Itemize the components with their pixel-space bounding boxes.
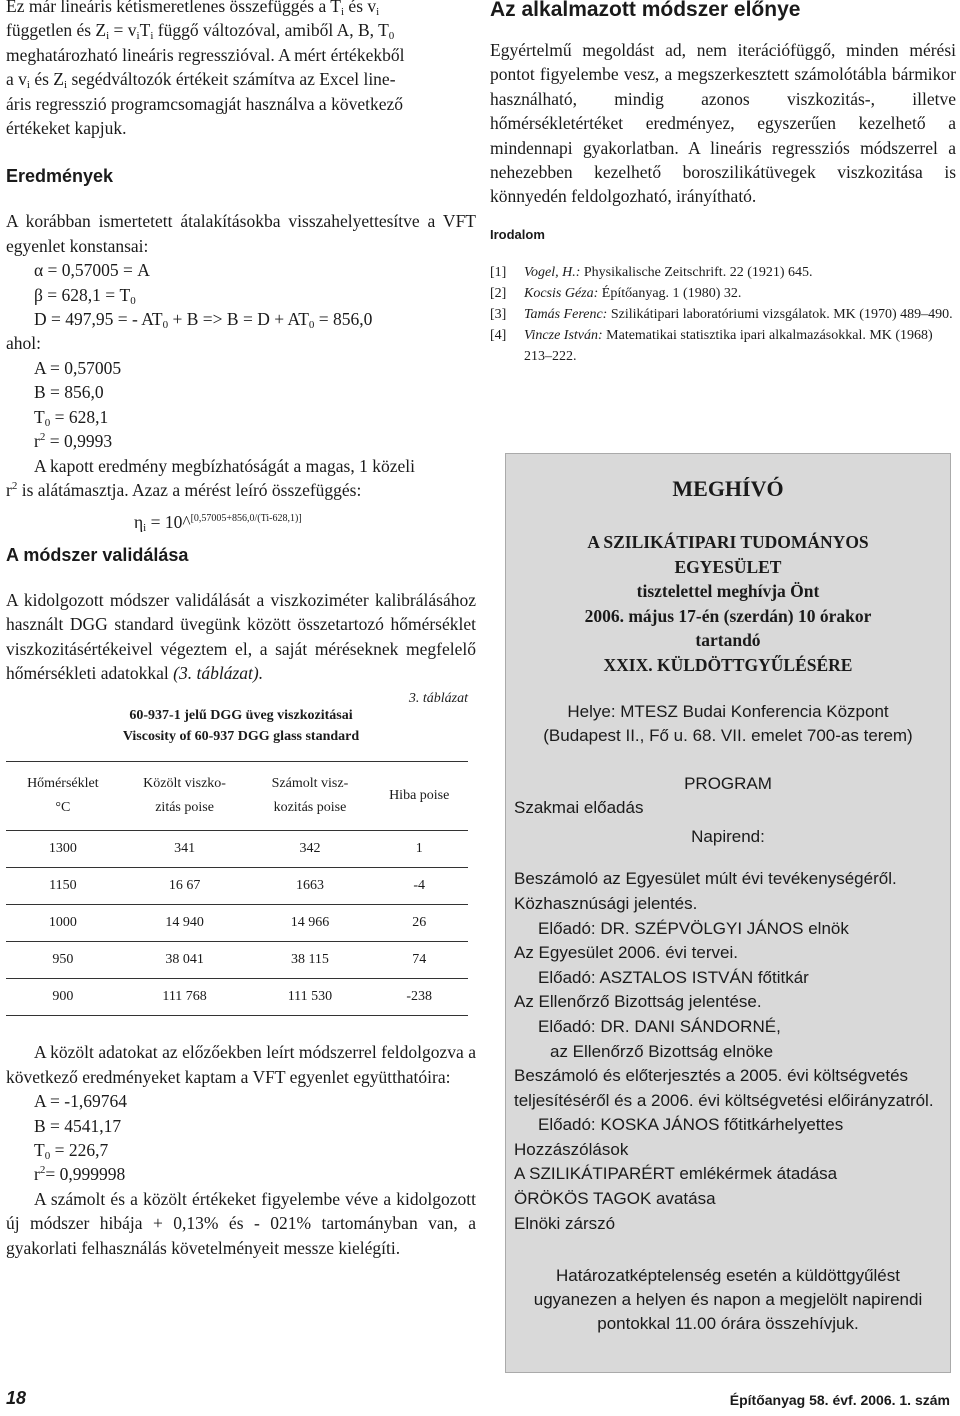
table-header-row [6, 762, 468, 831]
results-intro: A korábban ismertetett átalakításokba visszahelyettesítve a VFT egyenlet konstansai: [6, 211, 476, 256]
invitation-box [505, 453, 951, 1373]
reference-item: [4] Vincze István: Matematikai statisztika ipari alkalmazásokkal. MK (1968) 213–222. [490, 327, 933, 364]
agenda-item: Elnöki zárszó [514, 1213, 616, 1233]
table-title: 60-937-1 jelű DGG üveg viszkozitásai Viscosity of 60-937 DGG glass standard [122, 708, 360, 745]
invitation-organizer: A SZILIKÁTIPARI TUDOMÁNYOS EGYESÜLET tisztelettel meghívja Önt 2006. május 17-én (szerdán) 10 órakor tartandó XXIX. KÜLDÖTTGYŰLÉSÉRE [584, 532, 872, 675]
table-cell: -238 [370, 979, 468, 1016]
eta-formula: $\eta_i$ = 10^[0,57005+856,0/(Ti-628,1)] [134, 512, 302, 535]
validation-heading: A módszer validálása [6, 544, 189, 565]
invitation-footer: Határozatképtelenség esetén a küldöttgyűlést ugyanezen a helyen és napon a megjelölt napirendi pontokkal 11.00 órára összehívjuk. [533, 1266, 923, 1334]
table-cell: 14 966 [249, 905, 370, 942]
page-number: 18 [6, 1388, 27, 1408]
result-b: B = 4541,17 [34, 1115, 122, 1136]
alpha-line: α = 0,57005 = A [34, 260, 150, 281]
agenda-item: ÖRÖKÖS TAGOK avatása [514, 1189, 716, 1209]
table-row [6, 979, 468, 1016]
program-section [506, 772, 950, 1237]
table-cell: 1663 [249, 868, 370, 905]
left-column [6, 0, 476, 1260]
a-value: A = 0,57005 [34, 357, 122, 378]
agenda-item: Az Egyesület 2006. évi tervei. [514, 943, 738, 963]
table-cell: 950 [6, 942, 120, 979]
table-cell: 900 [6, 979, 120, 1016]
table-cell: 1000 [6, 905, 120, 942]
header-calculated-viscosity: Számolt visz- kozitás poise [249, 762, 370, 831]
agenda-item: Előadó: DR. SZÉPVÖLGYI JÁNOS elnök [538, 918, 849, 938]
advantage-text: Egyértelmű megoldást ad, nem iterációfüggő, minden mérési pontot figyelembe vesz, a megszerkesztett számolótábla bármikor használható, mindig azonos viszkozitás-, illetve hőmérsékletértéket eredményez, egyszerűen kezelhető a mindennapi gyakorlatban. A lineáris regressziós módszerrel a nehezebben kezelhető boroszilikátüvegek viszkozitása is könnyedén feldolgozható, irányítható. [490, 40, 956, 207]
table-cell: 1300 [6, 831, 120, 868]
viscosity-table [6, 761, 468, 1016]
result-t0: $T_0 = 226,7$ [34, 1139, 109, 1162]
agenda-item: Hozzászólások [514, 1139, 629, 1159]
reference-item: [2] Kocsis Géza: Építőanyag. 1 (1980) 32. [490, 285, 742, 301]
validation-text: A kidolgozott módszer validálását a viszkoziméter kalibrálásához használt DGG standard üvegünk között összetartozó hőmérséklet viszkozitásértékeivel végeztem el, a saját méréseknek megfelelő hőmérsékleti adatokkal (3. táblázat). [6, 589, 476, 683]
agenda-item: Közhasznúsági jelentés. [514, 893, 698, 913]
agenda-item: Előadó: KOSKA JÁNOS főtitkárhelyettes [538, 1115, 844, 1135]
t0-value: $T_0 = 628,1$ [34, 406, 109, 429]
table-cell: 341 [120, 831, 250, 868]
agenda-item: az Ellenőrző Bizottság elnöke [550, 1041, 774, 1061]
table-cell: 38 115 [249, 942, 370, 979]
agenda-item: Beszámoló és előterjesztés a 2005. évi költségvetés teljesítéséről és a 2006. évi költségvetési előirányzatról. [514, 1066, 934, 1110]
ahol-label: ahol: [6, 333, 41, 354]
reliability-text: A kapott eredmény megbízhatóságát a magas, 1 közeli $r^2$ is alátámasztja. Azaz a mérést leíró összefüggés: [6, 455, 415, 500]
table-cell: 38 041 [120, 942, 250, 979]
agenda-item: A SZILIKÁTIPARÉRT emlékérmek átadása [514, 1164, 838, 1184]
after-table-text: A közölt adatokat az előzőekben leírt módszerrel feldolgozva a következő eredményeket kaptam a VFT egyenlet együtthatóira: [6, 1042, 476, 1087]
table-row [6, 905, 468, 942]
table-cell: 1 [370, 831, 468, 868]
agenda-item: Az Ellenőrző Bizottság jelentése. [514, 992, 762, 1012]
program-talk: Szakmai előadás [514, 798, 644, 818]
reference-item: [3] Tamás Ferenc: Szilikátipari laboratóriumi vizsgálatok. MK (1970) 489–490. [490, 306, 953, 322]
result-r2: $r^2= 0,999998$ [34, 1164, 126, 1185]
right-column [490, 0, 956, 367]
table-cell: -4 [370, 868, 468, 905]
header-published-viscosity: Közölt viszko- zitás poise [120, 762, 250, 831]
r2-value: $r^2 = 0,9993$ [34, 431, 113, 452]
table-cell: 74 [370, 942, 468, 979]
agenda-label: Napirend: [691, 826, 765, 846]
references-heading: Irodalom [490, 226, 545, 242]
results-heading: Eredmények [6, 166, 114, 187]
invitation-location: Helye: MTESZ Budai Konferencia Központ (Budapest II., Fő u. 68. VII. emelet 700-as terem) [543, 701, 913, 745]
program-title: PROGRAM [684, 773, 772, 793]
table-cell: 111 768 [120, 979, 250, 1016]
table-cell: 26 [370, 905, 468, 942]
advantage-heading: Az alkalmazott módszer előnye [490, 0, 801, 21]
invitation-title: MEGHÍVÓ [672, 476, 784, 501]
table-row [6, 868, 468, 905]
table-row [6, 831, 468, 868]
table-cell: 342 [249, 831, 370, 868]
table-cell: 14 940 [120, 905, 250, 942]
agenda-item: Beszámoló az Egyesület múlt évi tevékenységéről. [514, 869, 897, 889]
d-line: D = 497,95 = - $AT_0 + B => B = D + AT_0 = 856,0$ [34, 309, 373, 332]
b-value: B = 856,0 [34, 382, 104, 403]
table-cell: 16 67 [120, 868, 250, 905]
table-cell: 111 530 [249, 979, 370, 1016]
table-row [6, 942, 468, 979]
journal-footer: Építőanyag 58. évf. 2006. 1. szám [729, 1392, 950, 1408]
agenda-item: Előadó: ASZTALOS ISTVÁN főtitkár [538, 967, 809, 987]
header-error: Hiba poise [370, 762, 468, 831]
table-cell: 1150 [6, 868, 120, 905]
references-list [490, 262, 956, 367]
agenda-item: Előadó: DR. DANI SÁNDORNÉ, [538, 1016, 781, 1036]
table-label: 3. táblázat [408, 691, 468, 707]
header-temperature: Hőmérséklet °C [6, 762, 120, 831]
intro-paragraph: Ez már lineáris kétismeretlenes összefüggés a $T_i$ és $v_i$ független és $Z_i = v_iT_i$ függő változóval, amiből A, B, $T_0$ meghatározható lineáris regresszióval. A mért értékekből a $v_i$ és $Z_i$ segédváltozók értékeit számítva az Excel line- áris regresszió programcsomagját használva a következő értékeket kapjuk. [6, 0, 405, 139]
reference-item: [1] Vogel, H.: Physikalische Zeitschrift. 22 (1921) 645. [490, 264, 813, 280]
conclusion-text: A számolt és a közölt értékeket figyelembe véve a kidolgozott új módszer hibája + 0,13% és - 021% tartományban van, a gyakorlati felhasználás követelményeit messze kielégíti. [6, 1188, 476, 1258]
result-a: A = -1,69764 [34, 1091, 127, 1112]
beta-line: $\beta = 628,1 = T_0$ [34, 284, 136, 307]
